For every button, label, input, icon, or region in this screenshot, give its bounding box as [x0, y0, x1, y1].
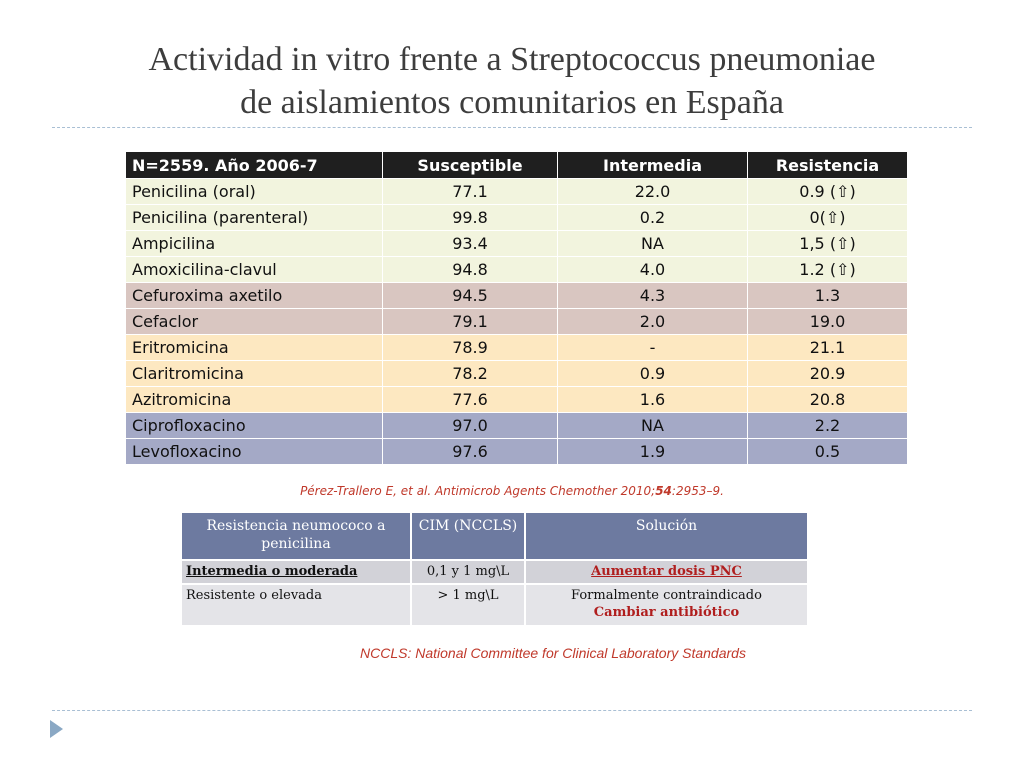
bottom-divider [52, 710, 972, 711]
antibiotic-row [126, 231, 908, 257]
citation-volume: 54 [655, 484, 672, 498]
pnc-header-cim: CIM (NCCLS) [411, 512, 525, 560]
pnc-intermediate-solution-text: Aumentar dosis PNC [591, 564, 742, 579]
resistance-value: 1.3 [748, 283, 908, 309]
resistance-value: 19.0 [748, 309, 908, 335]
antibiotic-name: Azitromicina [126, 387, 383, 413]
antibiotic-name: Cefaclor [126, 309, 383, 335]
pnc-resistant-solution-line-1: Formalmente contraindicado [571, 588, 762, 603]
header-intermediate: Intermedia [558, 152, 748, 179]
intermediate-value: 4.0 [558, 257, 748, 283]
pnc-resistant-cim: > 1 mg\L [411, 584, 525, 626]
resistance-value: 2.2 [748, 413, 908, 439]
antibiotic-name: Eritromicina [126, 335, 383, 361]
susceptibility-body [126, 179, 908, 465]
nccls-footnote: NCCLS: National Committee for Clinical Laboratory Standards [360, 645, 746, 661]
antibiotic-name: Ciprofloxacino [126, 413, 383, 439]
susceptible-value: 97.0 [383, 413, 558, 439]
header-susceptible: Susceptible [383, 152, 558, 179]
intermediate-value: 2.0 [558, 309, 748, 335]
intermediate-value: 0.9 [558, 361, 748, 387]
susceptibility-table [125, 151, 908, 465]
antibiotic-name: Levofloxacino [126, 439, 383, 465]
citation-pages: :2953–9. [671, 484, 724, 498]
citation [0, 484, 1024, 498]
antibiotic-name: Amoxicilina-clavul [126, 257, 383, 283]
pnc-intermediate-cim: 0,1 y 1 mg\L [411, 560, 525, 584]
pnc-header-row [181, 512, 808, 560]
pnc-row-intermediate [181, 560, 808, 584]
antibiotic-name: Cefuroxima axetilo [126, 283, 383, 309]
susceptibility-header-row [126, 152, 908, 179]
intermediate-value: 1.6 [558, 387, 748, 413]
top-divider [52, 127, 972, 128]
resistance-value: 20.8 [748, 387, 908, 413]
citation-text: Pérez-Trallero E, et al. Antimicrob Agents Chemother 2010; [300, 484, 656, 498]
susceptible-value: 77.6 [383, 387, 558, 413]
susceptible-value: 94.5 [383, 283, 558, 309]
slide-title-line-2: de aislamientos comunitarios en España [240, 84, 784, 121]
pnc-resistant-label: Resistente o elevada [181, 584, 411, 626]
susceptible-value: 78.2 [383, 361, 558, 387]
intermediate-value: 22.0 [558, 179, 748, 205]
resistance-value: 20.9 [748, 361, 908, 387]
penicillin-resistance-table [180, 511, 809, 627]
antibiotic-name: Ampicilina [126, 231, 383, 257]
intermediate-value: - [558, 335, 748, 361]
antibiotic-name: Penicilina (oral) [126, 179, 383, 205]
antibiotic-name: Claritromicina [126, 361, 383, 387]
antibiotic-row [126, 179, 908, 205]
pnc-intermediate-label-text: Intermedia o moderada [186, 564, 358, 579]
next-slide-arrow-icon[interactable] [50, 720, 63, 738]
resistance-value: 1.2 (⇧) [748, 257, 908, 283]
resistance-value: 0(⇧) [748, 205, 908, 231]
antibiotic-row [126, 439, 908, 465]
resistance-value: 1,5 (⇧) [748, 231, 908, 257]
antibiotic-row [126, 361, 908, 387]
antibiotic-row [126, 335, 908, 361]
pnc-intermediate-label [181, 560, 411, 584]
susceptible-value: 97.6 [383, 439, 558, 465]
intermediate-value: NA [558, 413, 748, 439]
susceptible-value: 94.8 [383, 257, 558, 283]
susceptible-value: 78.9 [383, 335, 558, 361]
resistance-value: 21.1 [748, 335, 908, 361]
susceptible-value: 79.1 [383, 309, 558, 335]
susceptible-value: 77.1 [383, 179, 558, 205]
intermediate-value: NA [558, 231, 748, 257]
antibiotic-row [126, 309, 908, 335]
susceptible-value: 93.4 [383, 231, 558, 257]
resistance-value: 0.5 [748, 439, 908, 465]
susceptible-value: 99.8 [383, 205, 558, 231]
antibiotic-row [126, 257, 908, 283]
pnc-resistant-solution [525, 584, 808, 626]
antibiotic-row [126, 387, 908, 413]
header-population: N=2559. Año 2006-7 [126, 152, 383, 179]
antibiotic-row [126, 205, 908, 231]
slide-title [0, 38, 1024, 124]
antibiotic-name: Penicilina (parenteral) [126, 205, 383, 231]
slide-title-line-1: Actividad in vitro frente a Streptococcus pneumoniae [148, 41, 876, 78]
intermediate-value: 0.2 [558, 205, 748, 231]
intermediate-value: 1.9 [558, 439, 748, 465]
pnc-header-solution: Solución [525, 512, 808, 560]
header-resistance: Resistencia [748, 152, 908, 179]
antibiotic-row [126, 413, 908, 439]
intermediate-value: 4.3 [558, 283, 748, 309]
antibiotic-row [126, 283, 908, 309]
pnc-header-resistance: Resistencia neumococo a penicilina [181, 512, 411, 560]
pnc-row-resistant [181, 584, 808, 626]
resistance-value: 0.9 (⇧) [748, 179, 908, 205]
pnc-resistant-solution-line-2: Cambiar antibiótico [593, 605, 740, 620]
pnc-intermediate-solution [525, 560, 808, 584]
